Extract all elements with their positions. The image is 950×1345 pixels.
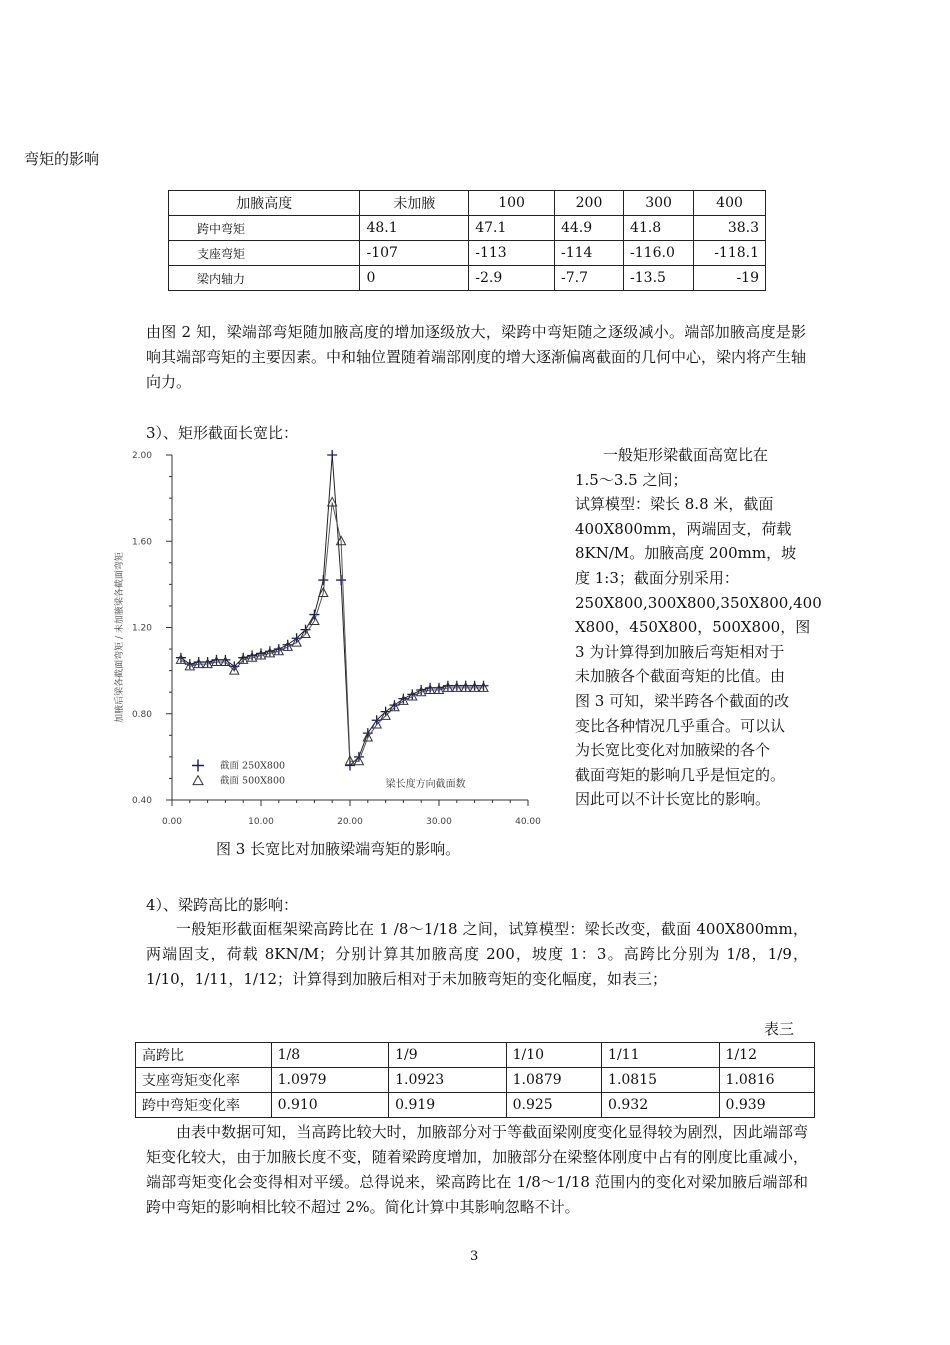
table3-cell: 1.0815 <box>602 1068 720 1093</box>
side-text-line: 截面弯矩的影响几乎是恒定的。 <box>575 765 786 784</box>
side-text <box>575 443 822 812</box>
table3-row <box>136 1068 815 1093</box>
side-text-line: 1.5～3.5 之间； <box>575 470 688 489</box>
series-line <box>181 455 484 766</box>
table2-cell: -118.1 <box>694 241 766 266</box>
table3-cell: 高跨比 <box>136 1043 272 1068</box>
table3-cell: 1.0979 <box>271 1068 389 1093</box>
y-tick-label: 1.60 <box>131 537 152 548</box>
table2-cell: -13.5 <box>624 266 694 291</box>
x-axis-label: 梁长度方向截面数 <box>385 779 466 791</box>
table2-cell: 跨中弯矩 <box>169 216 360 241</box>
table3-cell: 1/8 <box>271 1043 389 1068</box>
table2-cell: 48.1 <box>360 216 469 241</box>
table2-cell: 44.9 <box>554 216 623 241</box>
table3-cell: 1.0816 <box>719 1068 814 1093</box>
series-line <box>181 502 484 761</box>
table2-cell: 300 <box>624 191 694 216</box>
table3-header-row <box>136 1043 815 1068</box>
table3-cell: 1/9 <box>389 1043 507 1068</box>
side-text-line: 试算模型：梁长 8.8 米，截面 <box>575 495 774 514</box>
table3-cell: 支座弯矩变化率 <box>136 1068 272 1093</box>
side-text-line: 一般矩形梁截面高宽比在 <box>603 446 769 464</box>
side-text-line: 变比各种情况几乎重合。可以认 <box>575 716 786 735</box>
plus-marker <box>318 575 328 585</box>
table3-cell: 1/10 <box>506 1043 601 1068</box>
table3-cell: 0.925 <box>506 1093 601 1118</box>
paragraph-3: 由表中数据可知，当高跨比较大时，加腋部分对于等截面梁刚度变化显得较为剧烈，因此端部弯矩变化较大，由于加腋长度不变，随着梁跨度增加，加腋部分在梁整体刚度中占有的刚度比重减小，端部弯矩变化会变得相对平缓。总得说来，梁高跨比在 1/8～1/18 范围内的变化对梁加腋后端部和跨中弯矩的影响相比较不超过 2%。简化计算中其影响忽略不计。 <box>146 1123 808 1216</box>
table2-cell: 加腋高度 <box>169 191 360 216</box>
table2-row <box>169 241 766 266</box>
table3-cell: 1.0879 <box>506 1068 601 1093</box>
y-tick-label: 0.40 <box>131 796 152 806</box>
side-text-line: 为长宽比变化对加腋梁的各个 <box>575 741 771 760</box>
table2-header-row <box>169 191 766 216</box>
legend-label: 截面 500X800 <box>220 775 286 787</box>
side-text-line: 3 为计算得到加腋后弯矩相对于 <box>575 642 785 661</box>
table3-cell: 0.910 <box>271 1093 389 1118</box>
table3-cell: 跨中弯矩变化率 <box>136 1093 272 1118</box>
x-tick-label: 0.00 <box>161 817 183 827</box>
table2-cell: -114 <box>554 241 623 266</box>
table-2 <box>168 190 766 291</box>
table3-cell: 0.919 <box>389 1093 507 1118</box>
table-3-label: 表三 <box>764 1020 795 1038</box>
heading-4: 4）、梁跨高比的影响： <box>146 896 299 914</box>
table2-cell: 38.3 <box>694 216 766 241</box>
table2-cell: 梁内轴力 <box>169 266 360 291</box>
table2-cell: -19 <box>694 266 766 291</box>
table-3 <box>135 1042 815 1118</box>
table2-cell: 47.1 <box>469 216 555 241</box>
table2-cell: -113 <box>469 241 555 266</box>
table2-row <box>169 216 766 241</box>
table3-cell: 0.932 <box>602 1093 720 1118</box>
legend-plus-marker <box>192 760 204 772</box>
y-axis-label: 加腋后梁各截面弯矩 / 未加腋梁各截面弯矩 <box>115 552 125 723</box>
legend-triangle-marker <box>193 776 203 785</box>
side-text-line: 8KN/M。加腋高度 200mm，坡 <box>575 544 797 563</box>
paragraph-1: 由图 2 知，梁端部弯矩随加腋高度的增加逐级放大，梁跨中弯矩随之逐级减小。端部加腋高度是影响其端部弯矩的主要因素。中和轴位置随着端部刚度的增大逐渐偏离截面的几何中心，梁内将产生轴向力。 <box>146 323 807 391</box>
table2-cell: -2.9 <box>469 266 555 291</box>
table2-cell: 41.8 <box>624 216 694 241</box>
table3-cell: 1/11 <box>602 1043 720 1068</box>
x-tick-label: 10.00 <box>248 817 274 827</box>
x-tick-label: 30.00 <box>426 817 452 827</box>
heading-3: 3）、矩形截面长宽比： <box>146 424 299 442</box>
y-tick-label: 1.20 <box>131 623 152 634</box>
x-tick-label: 40.00 <box>515 817 541 827</box>
table2-cell: -7.7 <box>554 266 623 291</box>
paragraph-2: 一般矩形截面框架梁高跨比在 1 /8～1/18 之间，试算模型：梁长改变，截面 400X800mm，两端固支，荷载 8KN/M；分别计算其加腋高度 200，坡度 1：3。高跨比分别为 1/8，1/9，1/10，1/11，1/12；计算得到加腋后相对于未加腋弯矩的变化幅度，如表三； <box>146 920 808 988</box>
figure-3-caption: 图 3 长宽比对加腋梁端弯矩的影响。 <box>216 840 461 858</box>
table3-cell: 1.0923 <box>389 1068 507 1093</box>
figure-3-chart <box>108 445 563 835</box>
table2-cell: -116.0 <box>624 241 694 266</box>
side-text-line: 未加腋各个截面弯矩的比值。由 <box>575 667 786 686</box>
side-text-line: 度 1:3；截面分别采用： <box>575 568 739 587</box>
side-text-line: 图 3 可知，梁半跨各个截面的改 <box>575 691 790 710</box>
table3-row <box>136 1093 815 1118</box>
table2-cell: 100 <box>469 191 555 216</box>
side-text-line: X800，450X800，500X800，图 <box>575 618 811 637</box>
legend-label: 截面 250X800 <box>220 760 286 772</box>
y-tick-label: 0.80 <box>131 709 152 720</box>
section-fragment: 弯矩的影响 <box>24 150 100 168</box>
table2-cell: 支座弯矩 <box>169 241 360 266</box>
y-tick-label: 2.00 <box>131 451 152 461</box>
table2-cell: 未加腋 <box>360 191 469 216</box>
table3-cell: 1/12 <box>719 1043 814 1068</box>
plus-marker <box>336 575 346 585</box>
page-number: 3 <box>470 1249 479 1264</box>
table2-cell: -107 <box>360 241 469 266</box>
table2-cell: 200 <box>554 191 623 216</box>
side-text-line: 400X800mm，两端固支，荷载 <box>575 519 792 538</box>
table2-row <box>169 266 766 291</box>
plus-marker <box>327 450 337 460</box>
table2-cell: 0 <box>360 266 469 291</box>
table3-cell: 0.939 <box>719 1093 814 1118</box>
table2-cell: 400 <box>694 191 766 216</box>
side-text-line: 因此可以不计长宽比的影响。 <box>575 790 771 809</box>
side-text-line: 250X800,300X800,350X800,400 <box>575 593 822 612</box>
x-tick-label: 20.00 <box>337 817 363 827</box>
